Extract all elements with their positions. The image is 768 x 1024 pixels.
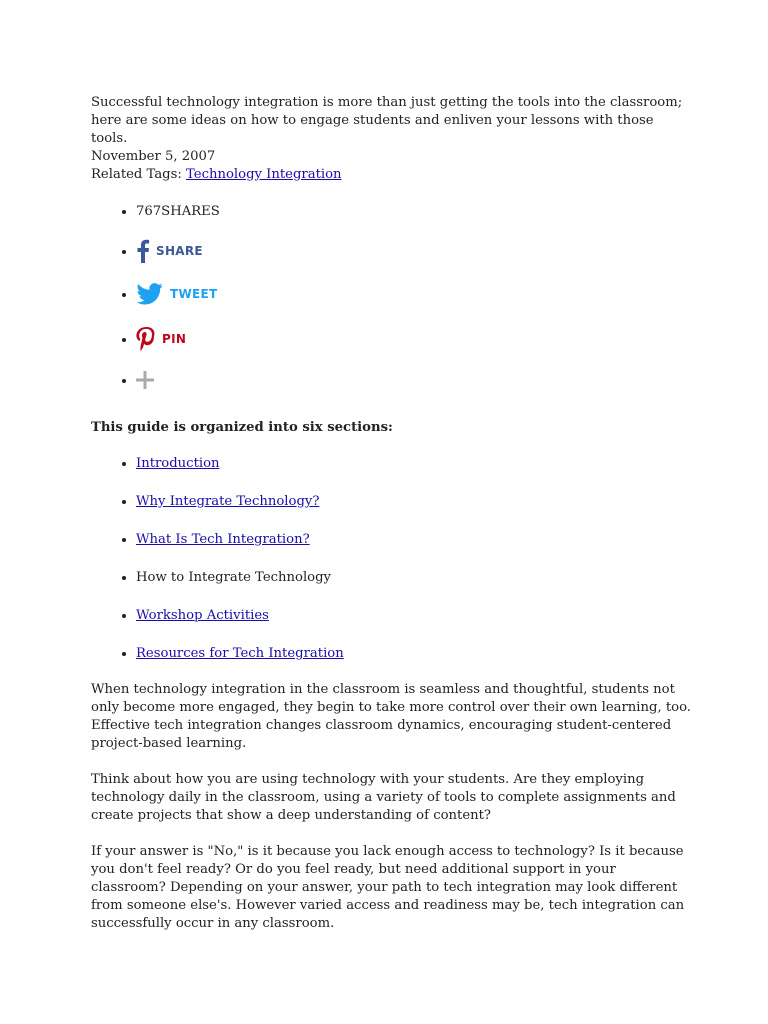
guide-section-item: [136, 607, 691, 645]
section-link-resources[interactable]: Resources for Tech Integration: [136, 646, 344, 661]
facebook-share-label: • SHARE: [156, 244, 203, 258]
body-paragraph-2: Think about how you are using technology with your students. Are they employing technology daily in the classroom, using a variety of tools to complete assignments and create projects that show a deep understanding of content?: [91, 772, 676, 823]
section-current-how-to-integrate: How to Integrate Technology: [136, 570, 331, 585]
article-intro: Successful technology integration is more than just getting the tools into the classroom; here are some ideas on how to engage students and enliven your lessons with those tools.: [91, 95, 683, 146]
guide-section-item: [136, 493, 691, 531]
section-link-why-integrate[interactable]: Why Integrate Technology?: [136, 494, 320, 509]
share-bar: [91, 203, 691, 409]
share-twitter-item: [136, 283, 691, 327]
section-link-introduction[interactable]: Introduction: [136, 456, 220, 471]
guide-section-item: [136, 531, 691, 569]
more-share-button[interactable]: [136, 371, 154, 389]
facebook-share-button[interactable]: [136, 239, 203, 263]
section-link-workshop-activities[interactable]: Workshop Activities: [136, 608, 269, 623]
twitter-icon: [136, 283, 164, 305]
plus-icon: [136, 371, 154, 389]
facebook-icon: [136, 239, 150, 263]
article-date: November 5, 2007: [91, 149, 216, 164]
guide-section-item: [136, 455, 691, 493]
guide-section-item: [136, 645, 691, 683]
share-facebook-item: [136, 239, 691, 283]
article: [91, 94, 691, 951]
body-paragraph-1: When technology integration in the classroom is seamless and thoughtful, students not only become more engaged, they begin to take more control over their own learning, too. Effective tech integration changes classroom dynamics, encouraging student-centered project-based learning.: [91, 682, 691, 751]
section-link-what-is-tech-integration[interactable]: What Is Tech Integration?: [136, 532, 310, 547]
tag-link-technology-integration[interactable]: Technology Integration: [186, 167, 342, 182]
guide-section-item: [136, 569, 691, 607]
related-tags-label: Related Tags:: [91, 167, 187, 182]
pinterest-share-label: • PIN: [162, 332, 187, 346]
share-pinterest-item: [136, 327, 691, 371]
pinterest-share-button[interactable]: [136, 327, 186, 351]
share-more-item: [136, 371, 691, 409]
twitter-share-button[interactable]: [136, 283, 218, 305]
guide-heading: This guide is organized into six sections:: [91, 420, 393, 435]
twitter-share-label: • TWEET: [170, 287, 218, 301]
related-tags: [91, 166, 691, 184]
share-count-item: [136, 203, 691, 239]
body-paragraph-3: If your answer is "No," is it because you lack enough access to technology? Is it because you don't feel ready? Or do you feel ready, but need additional support in your classroom? Depending on your answer, your path to tech integration may look different from someone else's. However varied access and readiness may be, tech integration can successfully occur in any classroom.: [91, 844, 685, 931]
article-body: [91, 681, 691, 933]
pinterest-icon: [136, 327, 156, 351]
guide-section-list: [91, 455, 691, 683]
share-count: 767SHARES: [136, 204, 220, 219]
